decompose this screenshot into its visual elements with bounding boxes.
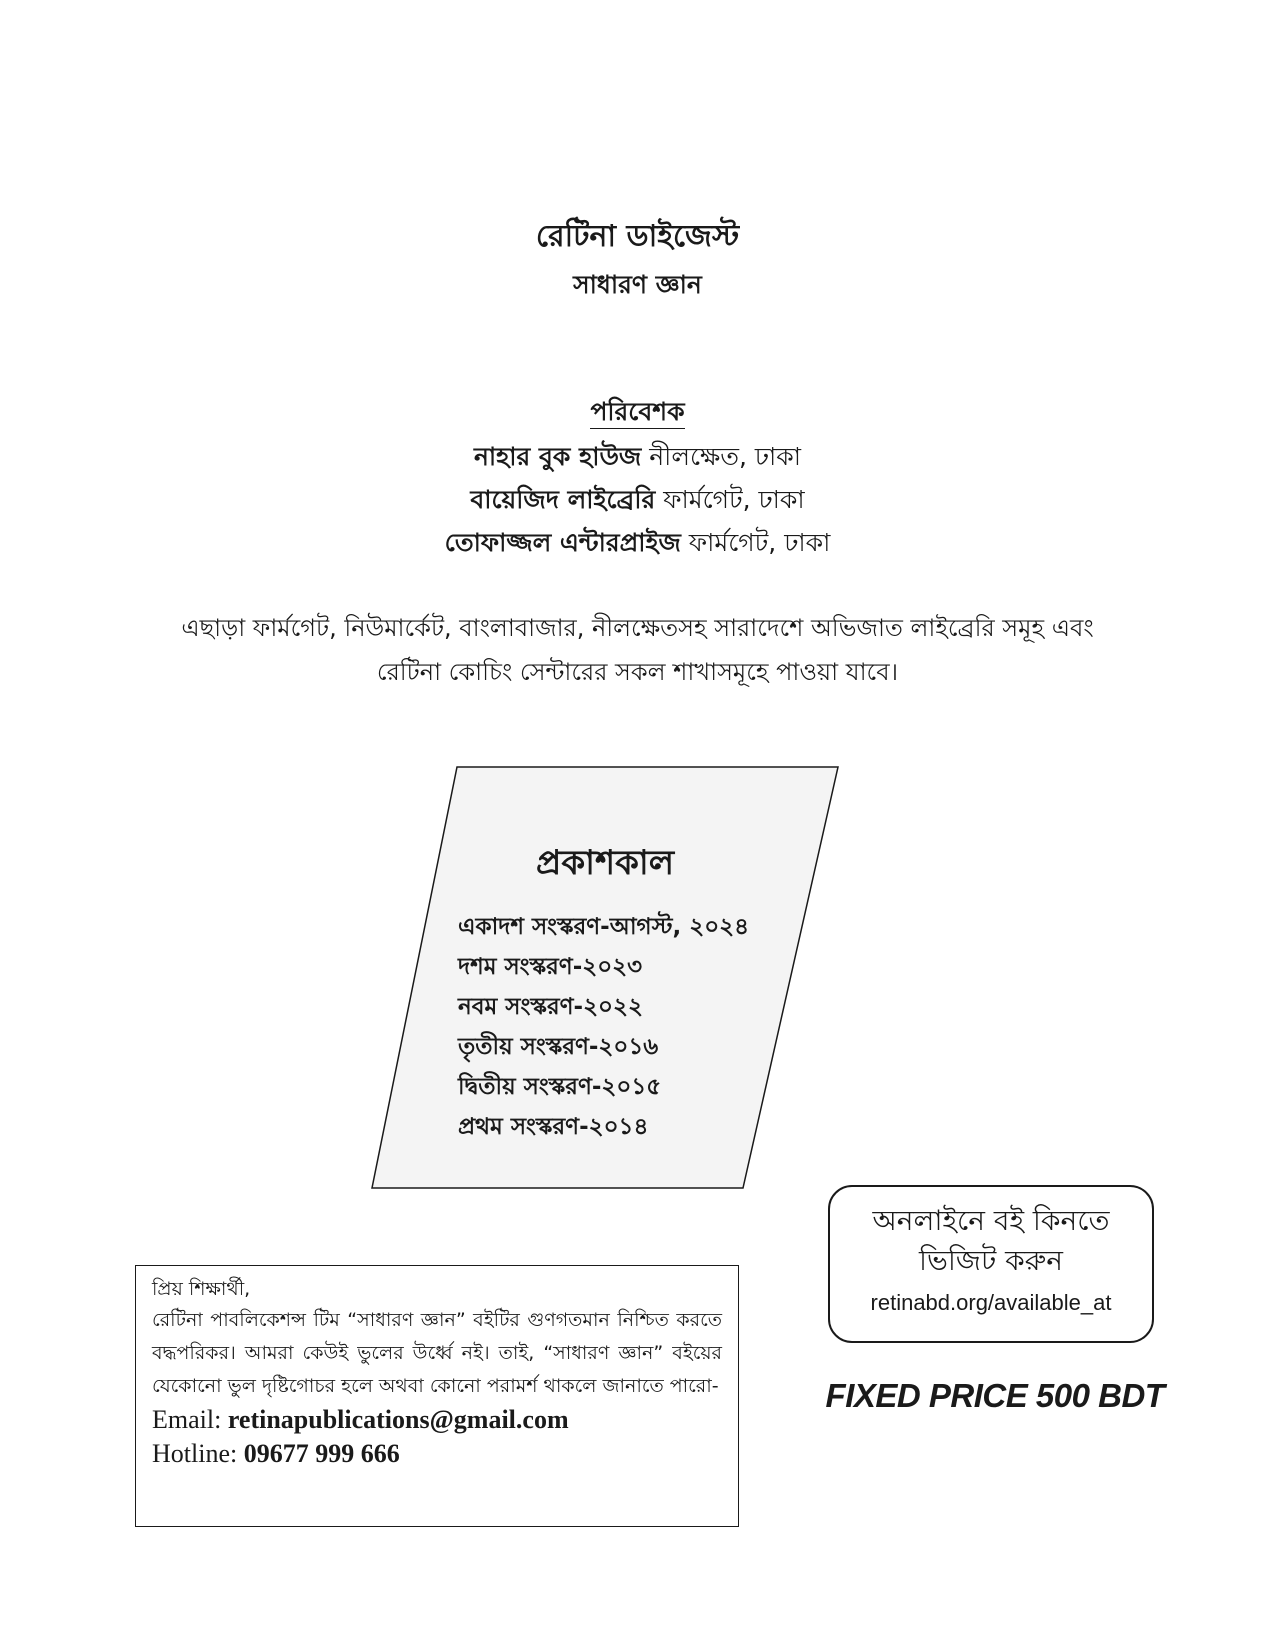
hotline-line: Hotline: 09677 999 666	[152, 1439, 400, 1468]
note-body: রেটিনা পাবলিকেশন্স টিম “সাধারণ জ্ঞান” বইটির গুণগতমান নিশ্চিত করতে বদ্ধপরিকর। আমরা কেউই ভুলের উর্ধ্বে নই। তাই, “সাধারণ জ্ঞান” বইয়ের যেকোনো ভুল দৃষ্টিগোচর হলে অথবা কোনো পরামর্শ থাকলে জানাতে পারো-	[152, 1309, 722, 1397]
hotline-number: 09677 999 666	[243, 1439, 400, 1468]
online-line1: অনলাইনে বই কিনতে	[872, 1204, 1110, 1237]
edition-item: দশম সংস্করণ-২০২৩	[458, 954, 643, 980]
fixed-price: FIXED PRICE 500 BDT	[825, 1377, 1165, 1414]
book-title: সাধারণ জ্ঞান	[573, 270, 702, 299]
publication-box	[370, 765, 840, 1190]
email-link[interactable]: retinapublications@gmail.com	[227, 1405, 569, 1434]
distributor-item: বায়েজিদ লাইব্রেরি ফার্মগেট, ঢাকা	[470, 485, 805, 514]
edition-item: তৃতীয় সংস্করণ-২০১৬	[458, 1034, 659, 1060]
online-url-link[interactable]: retinabd.org/available_at	[870, 1290, 1112, 1315]
online-line2: ভিজিট করুন	[919, 1244, 1063, 1277]
distributor-item: নাহার বুক হাউজ নীলক্ষেত, ঢাকা	[473, 442, 802, 471]
edition-list	[458, 907, 749, 1147]
edition-item: দ্বিতীয় সংস্করণ-২০১৫	[458, 1074, 662, 1100]
online-purchase-box	[828, 1185, 1154, 1343]
email-line: Email: retinapublications@gmail.com	[152, 1405, 569, 1434]
edition-item: প্রথম সংস্করণ-২০১৪	[458, 1114, 649, 1140]
note-greeting: প্রিয় শিক্ষার্থী,	[152, 1278, 251, 1300]
distributor-item: তোফাজ্জল এন্টারপ্রাইজ ফার্মগেট, ঢাকা	[444, 528, 831, 557]
student-note-box	[135, 1265, 739, 1527]
availability-text: এছাড়া ফার্মগেট, নিউমার্কেট, বাংলাবাজার, নীলক্ষেতসহ সারাদেশে অভিজাত লাইব্রেরি সমূহ এবং রেটিনা কোচিং সেন্টারের সকল শাখাসমূহে পাওয়া যাবে।	[181, 614, 1094, 686]
publication-heading: প্রকাশকাল	[535, 843, 675, 883]
edition-item: নবম সংস্করণ-২০২২	[458, 994, 643, 1020]
distributors-heading: পরিবেশক	[0, 392, 1275, 435]
edition-item: একাদশ সংস্করণ-আগস্ট, ২০২৪	[458, 914, 750, 940]
book-series-title: রেটিনা ডাইজেস্ট	[535, 219, 740, 254]
